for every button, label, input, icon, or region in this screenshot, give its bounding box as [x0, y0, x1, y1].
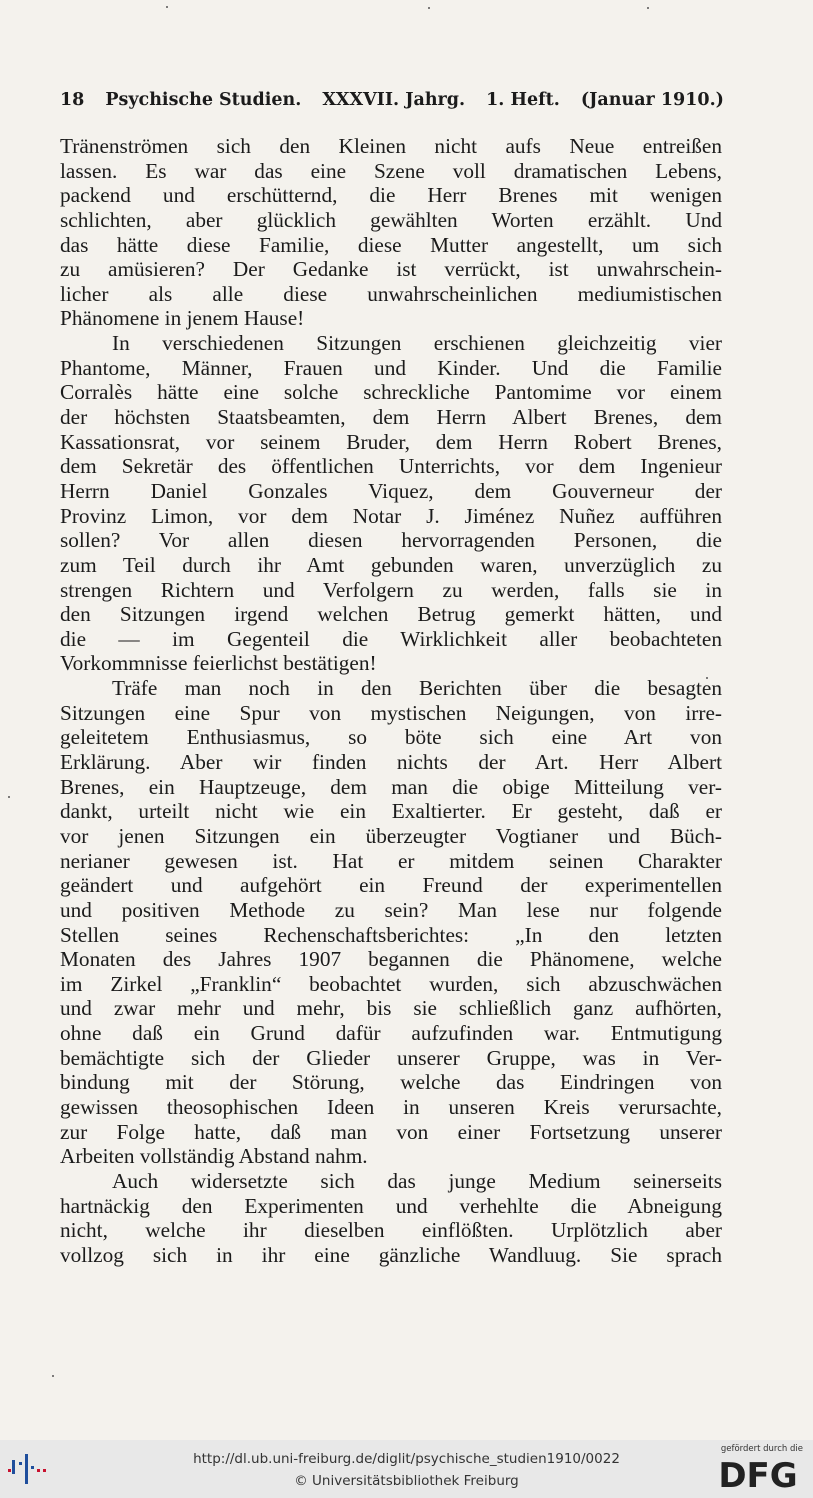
text-line: nicht, welche ihr dieselben einflößten. Urplötzlich aber [60, 1218, 722, 1243]
text-line: licher als alle diese unwahrscheinlichen mediumistischen [60, 281, 722, 306]
scan-speck [647, 7, 649, 9]
text-line: der höchsten Staatsbeamten, dem Herrn Albert Brenes, dem [60, 405, 722, 430]
body-text [60, 134, 722, 1267]
text-line: Erklärung. Aber wir finden nichts der Art. Herr Albert [60, 750, 722, 775]
dfg-caption: gefördert durch die [720, 1444, 803, 1454]
text-line: Phantome, Männer, Frauen und Kinder. Und die Familie [60, 355, 722, 380]
text-line: zu amüsieren? Der Gedanke ist verrückt, ist unwahrschein- [60, 257, 722, 282]
text-line: sollen? Vor allen diesen hervorragenden Personen, die [60, 528, 722, 553]
scan-speck [8, 796, 10, 798]
dfg-logo-text: DFG [718, 1456, 798, 1492]
scan-speck [52, 1375, 54, 1377]
scan-speck [428, 7, 430, 9]
text-line: ohne daß ein Grund dafür aufzufinden war. Entmutigung [60, 1021, 722, 1046]
text-line: bemächtigte sich der Glieder unserer Gruppe, was in Ver- [60, 1045, 722, 1070]
text-line: die — im Gegenteil die Wirklichkeit aller beobachteten [60, 626, 722, 651]
text-line: im Zirkel „Franklin“ beobachtet wurden, sich abzuschwächen [60, 971, 722, 996]
text-line: lassen. Es war das eine Szene voll dramatischen Lebens, [60, 158, 722, 183]
text-line: geändert und aufgehört ein Freund der experimentellen [60, 873, 722, 898]
text-line: dankt, urteilt nicht wie ein Exaltierter. Er gesteht, daß er [60, 799, 722, 824]
text-line: Brenes, ein Hauptzeuge, dem man die obige Mitteilung ver- [60, 774, 722, 799]
text-line: Monaten des Jahres 1907 begannen die Phänomene, welche [60, 947, 722, 972]
text-line: schlichten, aber glücklich gewählten Worten erzählt. Und [60, 207, 722, 232]
text-line: Kassationsrat, vor seinem Bruder, dem Herrn Robert Brenes, [60, 429, 722, 454]
text-line: vollzog sich in ihr eine gänzliche Wandluug. Sie sprach [60, 1242, 722, 1267]
text-line: Sitzungen eine Spur von mystischen Neigungen, von irre- [60, 700, 722, 725]
text-line: dem Sekretär des öffentlichen Unterrichts, vor dem Ingenieur [60, 454, 722, 479]
text-line: das hätte diese Familie, diese Mutter angestellt, um sich [60, 232, 722, 257]
text-line: und positiven Methode zu sein? Man lese nur folgende [60, 897, 722, 922]
text-line: In verschiedenen Sitzungen erschienen gleichzeitig vier [112, 331, 722, 356]
text-line: den Sitzungen irgend welchen Betrug gemerkt hätten, und [60, 602, 722, 627]
text-line: vor jenen Sitzungen ein überzeugter Vogtianer und Büch- [60, 823, 722, 848]
text-line: bindung mit der Störung, welche das Eindringen von [60, 1070, 722, 1095]
dfg-logo-icon [713, 1454, 803, 1492]
text-line: packend und erschütternd, die Herr Brenes mit wenigen [60, 183, 722, 208]
text-line: Herrn Daniel Gonzales Viquez, dem Gouverneur der [60, 478, 722, 503]
text-line: Stellen seines Rechenschaftsberichtes: „In den letzten [60, 922, 722, 947]
scan-speck [166, 6, 168, 8]
text-line: gewissen theosophischen Ideen in unseren Kreis verursachte, [60, 1094, 722, 1119]
issue: 1. Heft. [486, 90, 560, 110]
text-line: Phänomene in jenem Hause! [60, 306, 305, 331]
running-head [60, 90, 724, 110]
text-line: Vorkommnisse feierlichst bestätigen! [60, 651, 377, 676]
text-line: Arbeiten vollständig Abstand nahm. [60, 1144, 368, 1169]
text-line: Tränenströmen sich den Kleinen nicht aufs Neue entreißen [60, 134, 722, 158]
text-line: zur Folge hatte, daß man von einer Fortsetzung unserer [60, 1119, 722, 1144]
copyright-notice: © Universitätsbibliothek Freiburg [294, 1473, 519, 1489]
text-line: Corralès hätte eine solche schreckliche Pantomime vor einem [60, 380, 722, 405]
text-line: Träfe man noch in den Berichten über die besagten [112, 676, 722, 701]
journal-title: Psychische Studien. [105, 90, 302, 110]
text-line: Provinz Limon, vor dem Notar J. Jiménez Nuñez aufführen [60, 503, 722, 528]
page-number: 18 [60, 90, 85, 110]
volume: XXXVII. Jahrg. [322, 90, 466, 110]
issue-date: (Januar 1910.) [580, 90, 724, 110]
text-line: nerianer gewesen ist. Hat er mitdem seinen Charakter [60, 848, 722, 873]
text-line: zum Teil durch ihr Amt gebunden waren, unverzüglich zu [60, 552, 722, 577]
viewer-footer [0, 1440, 813, 1498]
text-line: und zwar mehr und mehr, bis sie schließlich ganz aufhörten, [60, 996, 722, 1021]
text-line: Auch widersetzte sich das junge Medium seinerseits [112, 1168, 722, 1193]
text-line: strengen Richtern und Verfolgern zu werden, falls sie in [60, 577, 722, 602]
text-line: hartnäckig den Experimenten und verhehlte die Abneigung [60, 1193, 722, 1218]
text-line: geleitetem Enthusiasmus, so böte sich eine Art von [60, 725, 722, 750]
page-url[interactable]: http://dl.ub.uni-freiburg.de/diglit/psychische_studien1910/0022 [193, 1451, 620, 1467]
